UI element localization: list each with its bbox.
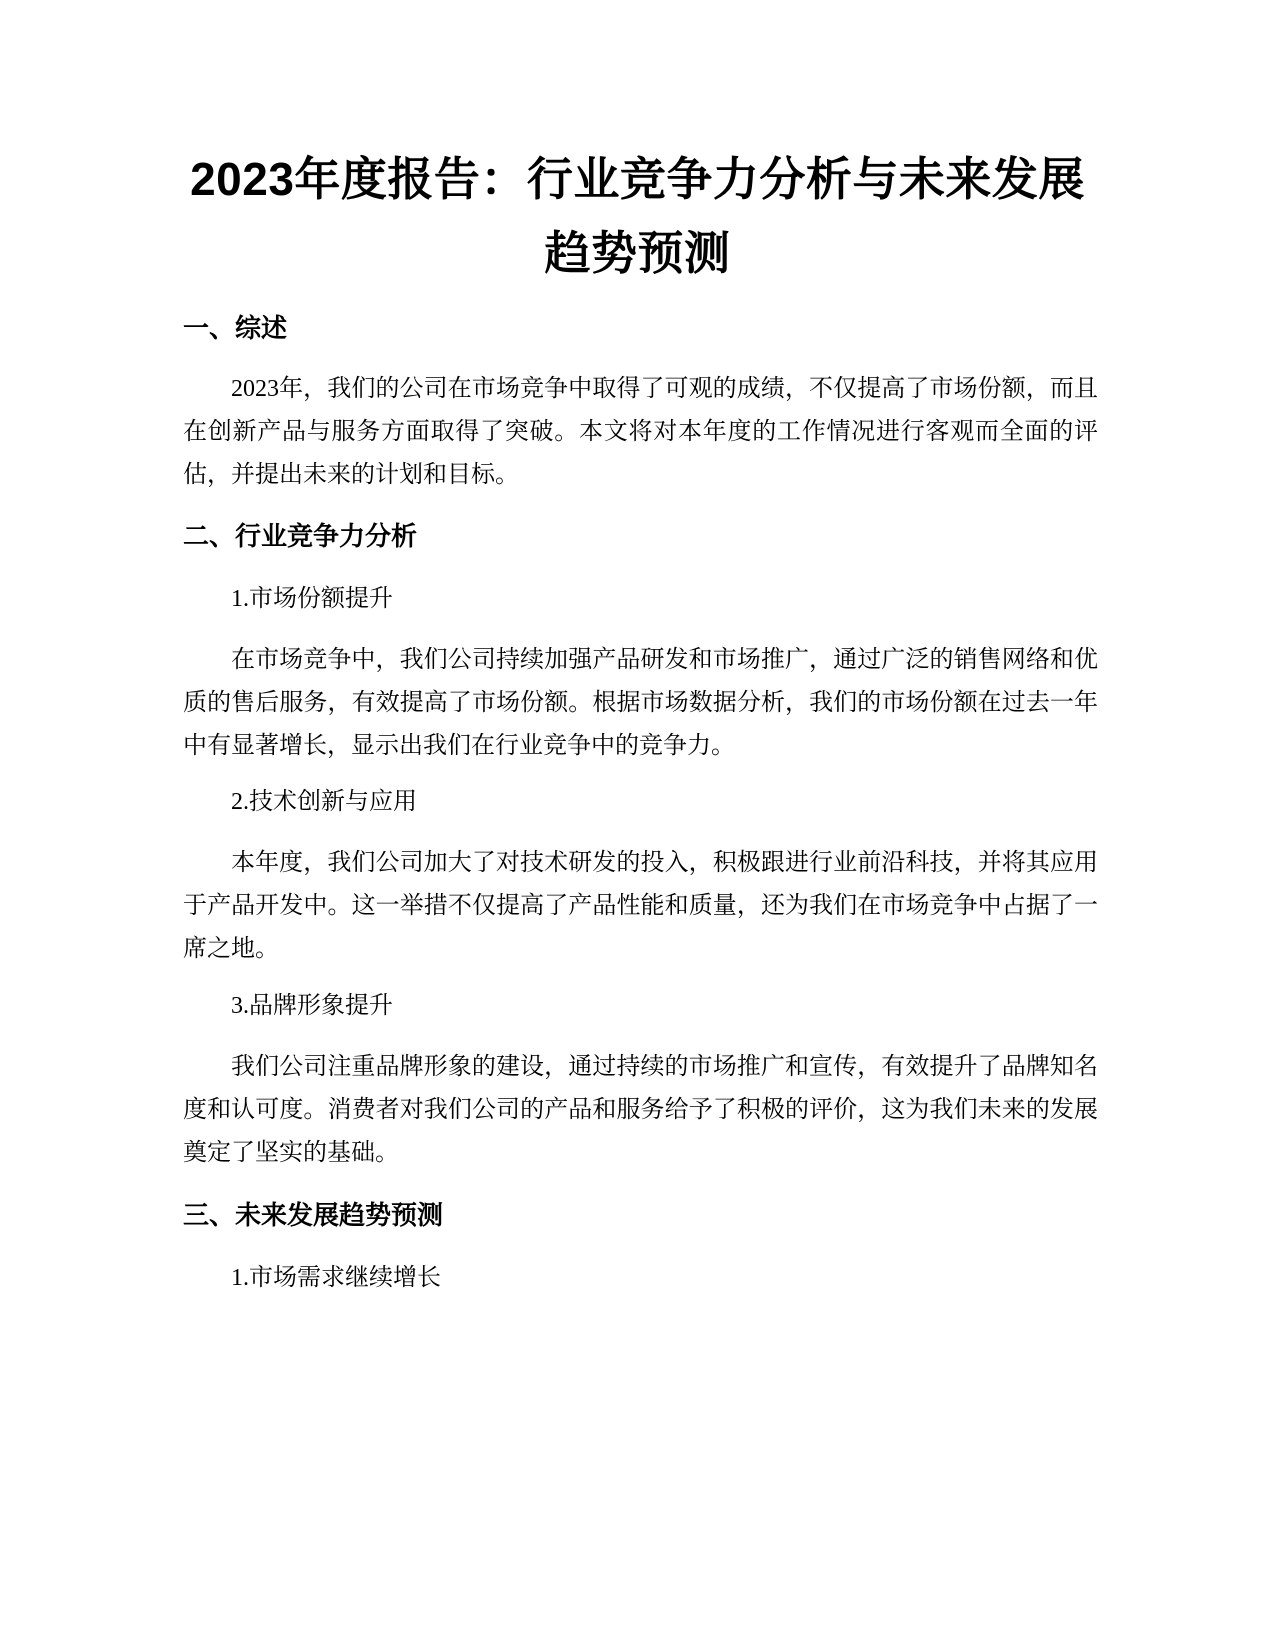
brand-image-paragraph: 我们公司注重品牌形象的建设，通过持续的市场推广和宣传，有效提升了品牌知名度和认可度。消费者对我们公司的产品和服务给予了积极的评价，这为我们未来的发展奠定了坚实的基础。 bbox=[183, 1054, 1098, 1166]
document-title: 2023年度报告：行业竞争力分析与未来发展趋势预测 bbox=[190, 153, 1085, 279]
subheading-market-share: 1.市场份额提升 bbox=[231, 586, 393, 612]
subheading-tech-innovation: 2.技术创新与应用 bbox=[231, 789, 417, 815]
section-heading-overview: 一、综述 bbox=[183, 313, 288, 343]
market-share-paragraph: 在市场竞争中，我们公司持续加强产品研发和市场推广，通过广泛的销售网络和优质的售后服务，有效提高了市场份额。根据市场数据分析，我们的市场份额在过去一年中有显著增长，显示出我们在行业竞争中的竞争力。 bbox=[183, 647, 1098, 759]
section-heading-competitiveness: 二、行业竞争力分析 bbox=[183, 521, 418, 551]
section-heading-future-trends: 三、未来发展趋势预测 bbox=[183, 1200, 444, 1230]
subheading-brand-image: 3.品牌形象提升 bbox=[231, 993, 393, 1019]
subheading-market-demand: 1.市场需求继续增长 bbox=[231, 1265, 441, 1291]
overview-paragraph: 2023年，我们的公司在市场竞争中取得了可观的成绩，不仅提高了市场份额，而且在创新产品与服务方面取得了突破。本文将对本年度的工作情况进行客观而全面的评估，并提出未来的计划和目标。 bbox=[183, 376, 1098, 488]
tech-innovation-paragraph: 本年度，我们公司加大了对技术研发的投入，积极跟进行业前沿科技，并将其应用于产品开发中。这一举措不仅提高了产品性能和质量，还为我们在市场竞争中占据了一席之地。 bbox=[183, 850, 1098, 962]
